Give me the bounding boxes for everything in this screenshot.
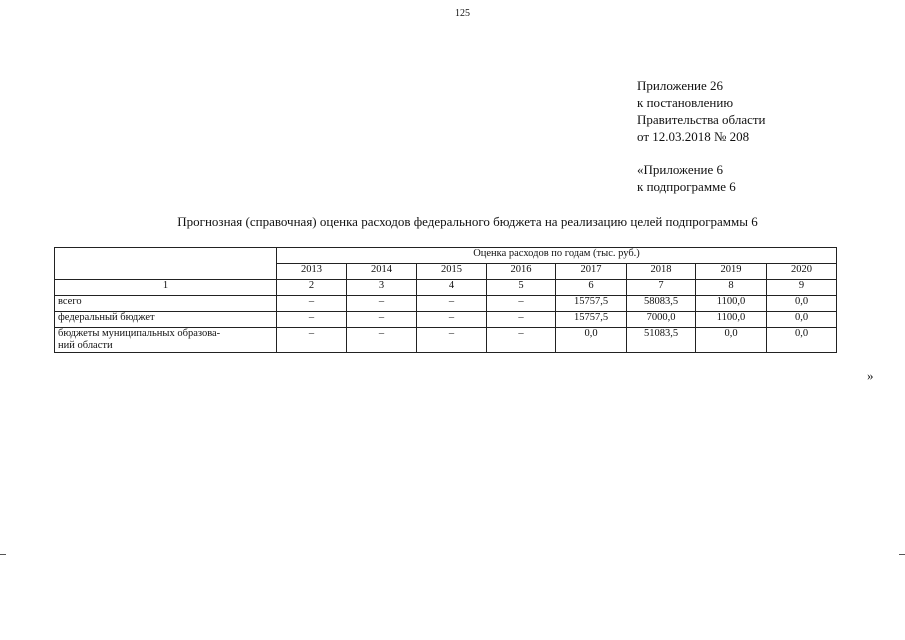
value-cell: 15757,5 [556,312,627,328]
value-cell: 51083,5 [627,328,696,353]
value-cell: 1100,0 [696,312,767,328]
year-header-cell: 2020 [767,264,837,280]
value-cell: 0,0 [767,312,837,328]
value-cell: – [417,296,487,312]
row-label-cell [55,328,277,353]
header-empty-cell [55,248,277,280]
value-cell: – [277,312,347,328]
closing-quote: » [867,368,874,383]
appendix-line-5: «Приложение 6 [637,162,724,177]
appendix-line-4: от 12.03.2018 № 208 [637,129,750,144]
table-row-total [55,296,837,312]
value-cell: – [277,296,347,312]
column-number-cell: 5 [487,280,556,296]
value-cell: – [417,312,487,328]
value-cell: – [487,328,556,353]
value-cell: – [277,328,347,353]
table-column-number-row [55,280,837,296]
year-header-cell: 2019 [696,264,767,280]
row-label-line-2: ний области [58,340,113,351]
year-header-cell: 2016 [487,264,556,280]
page-number: 125 [455,8,470,19]
group-header-cell: Оценка расходов по годам (тыс. руб.) [277,248,837,264]
value-cell: – [347,328,417,353]
year-header-cell: 2013 [277,264,347,280]
value-cell: 0,0 [696,328,767,353]
table-row-federal-budget [55,312,837,328]
value-cell: 15757,5 [556,296,627,312]
document-title: Прогнозная (справочная) оценка расходов федерального бюджета на реализацию целей подпрограммы 6 [177,214,758,229]
table-row-municipal-budgets [55,328,837,353]
value-cell: 7000,0 [627,312,696,328]
column-number-cell: 3 [347,280,417,296]
appendix-reference [637,77,766,195]
year-header-cell: 2014 [347,264,417,280]
column-number-cell: 1 [55,280,277,296]
expense-estimate-table [54,247,837,353]
value-cell: 58083,5 [627,296,696,312]
year-header-cell: 2017 [556,264,627,280]
value-cell: – [487,312,556,328]
value-cell: – [487,296,556,312]
row-label-line-1: бюджеты муниципальных образова- [58,328,221,339]
value-cell: – [347,312,417,328]
value-cell: 0,0 [767,296,837,312]
value-cell: 1100,0 [696,296,767,312]
year-header-cell: 2015 [417,264,487,280]
column-number-cell: 4 [417,280,487,296]
row-label-cell: федеральный бюджет [55,312,277,328]
value-cell: 0,0 [767,328,837,353]
column-number-cell: 2 [277,280,347,296]
appendix-line-2: к постановлению [637,95,734,110]
value-cell: – [417,328,487,353]
row-label-cell: всего [55,296,277,312]
column-number-cell: 8 [696,280,767,296]
appendix-line-3: Правительства области [637,112,766,127]
table-header-row-group [55,248,837,264]
column-number-cell: 7 [627,280,696,296]
scan-edge-mark-right [899,554,905,555]
value-cell: 0,0 [556,328,627,353]
spacer [637,145,766,161]
value-cell: – [347,296,417,312]
column-number-cell: 6 [556,280,627,296]
appendix-line-1: Приложение 26 [637,78,724,93]
scan-edge-mark-left [0,554,6,555]
year-header-cell: 2018 [627,264,696,280]
appendix-line-6: к подпрограмме 6 [637,179,736,194]
column-number-cell: 9 [767,280,837,296]
